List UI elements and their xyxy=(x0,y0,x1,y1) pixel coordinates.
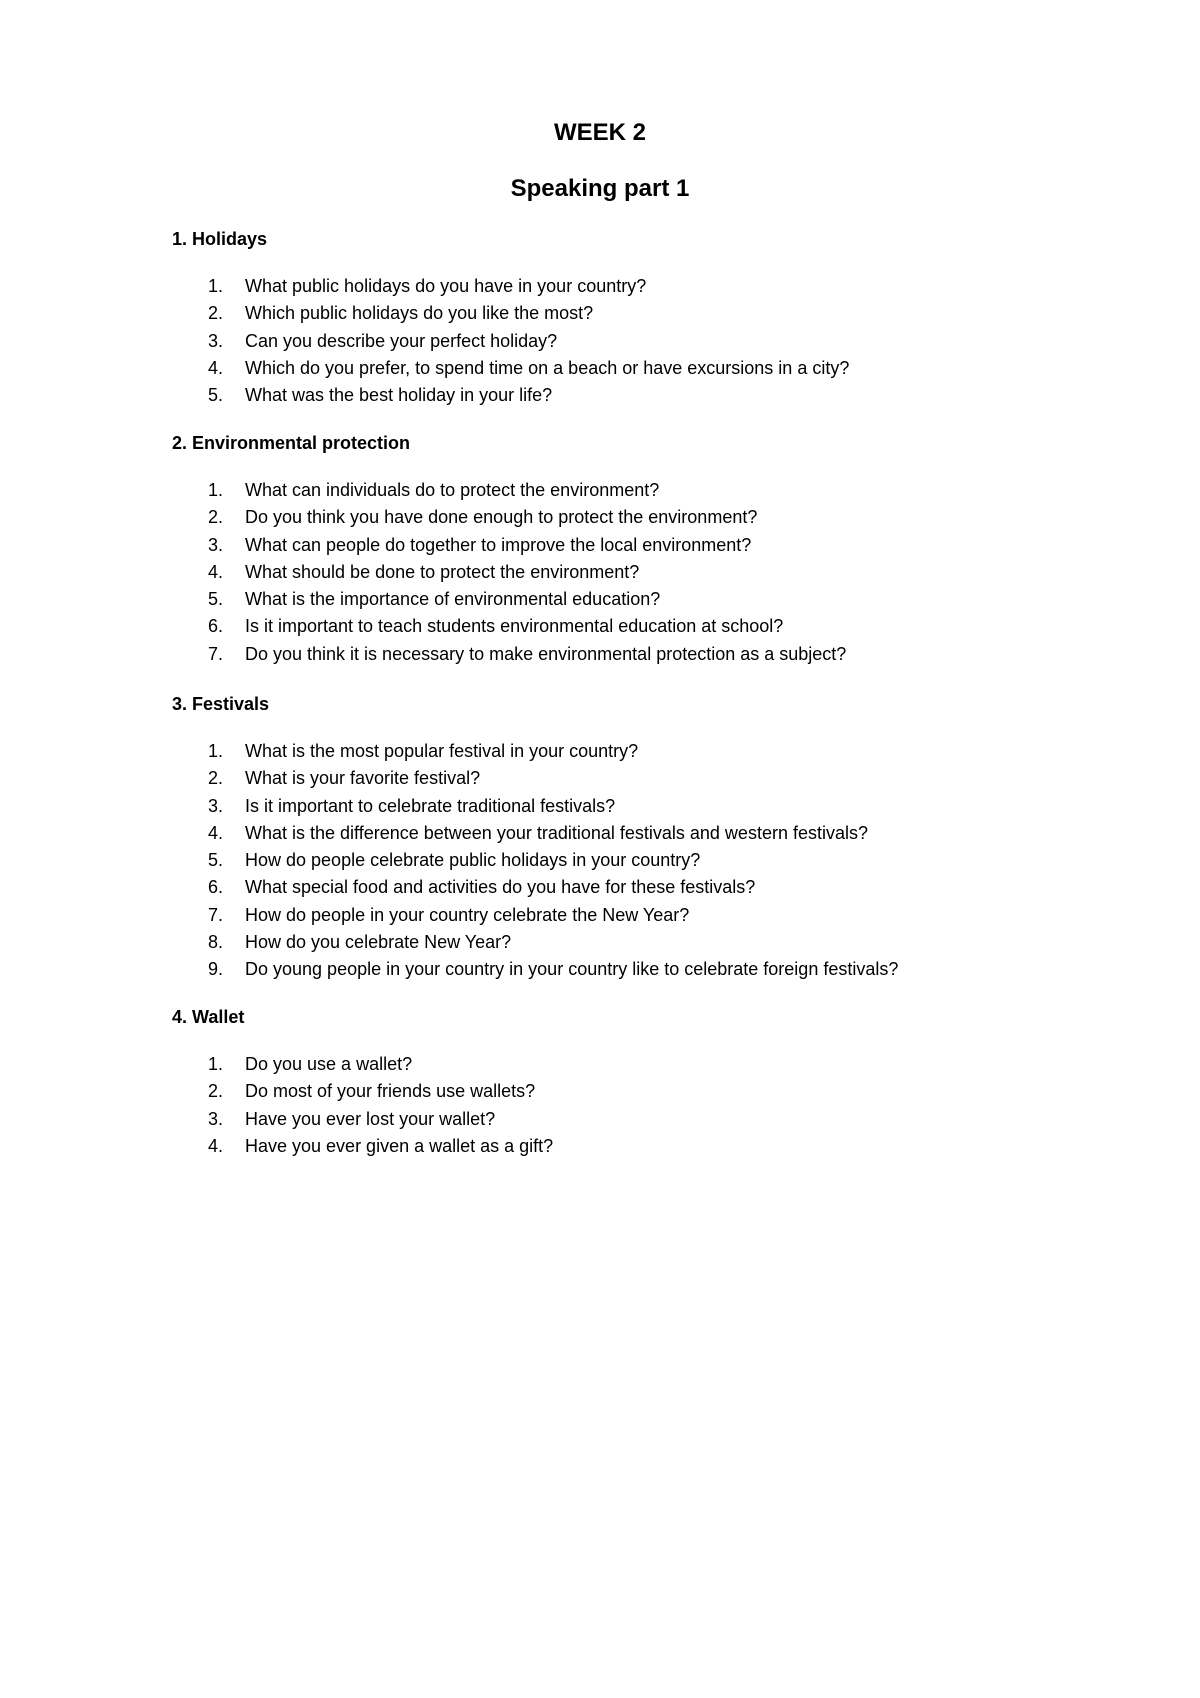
question-text: How do people in your country celebrate the New Year? xyxy=(245,904,690,925)
question-item xyxy=(172,1078,1072,1105)
question-item xyxy=(172,902,1072,929)
question-number: 9. xyxy=(208,959,224,980)
question-text: Do you think it is necessary to make environmental protection as a subject? xyxy=(245,643,847,664)
section-heading: 2. Environmental protection xyxy=(172,433,411,453)
question-number: 4. xyxy=(208,357,224,378)
section-environmental-protection xyxy=(172,431,1072,668)
question-item xyxy=(172,586,1072,613)
question-item xyxy=(172,765,1072,792)
question-text: Is it important to celebrate traditional festivals? xyxy=(245,795,616,816)
question-item xyxy=(172,355,1072,382)
question-item xyxy=(172,874,1072,901)
question-list xyxy=(172,477,1072,668)
question-number: 4. xyxy=(208,1135,224,1156)
question-number: 3. xyxy=(208,795,224,816)
question-text: Do you think you have done enough to protect the environment? xyxy=(245,507,758,528)
question-text: Is it important to teach students environmental education at school? xyxy=(245,616,784,637)
question-number: 2. xyxy=(208,1081,224,1102)
question-text: What can individuals do to protect the environment? xyxy=(245,480,660,500)
question-list xyxy=(172,273,1072,409)
question-item xyxy=(172,1106,1072,1133)
question-number: 3. xyxy=(208,1108,224,1129)
question-number: 2. xyxy=(208,768,224,789)
question-item xyxy=(172,929,1072,956)
section-festivals xyxy=(172,692,1072,984)
question-item xyxy=(172,328,1072,355)
question-text: Have you ever lost your wallet? xyxy=(245,1108,496,1129)
question-list xyxy=(172,1051,1072,1160)
question-item xyxy=(172,956,1072,983)
question-number: 4. xyxy=(208,561,224,582)
question-item xyxy=(172,273,1072,300)
question-number: 1. xyxy=(208,276,224,296)
question-number: 8. xyxy=(208,932,224,953)
question-text: Which public holidays do you like the most? xyxy=(245,303,594,324)
question-number: 5. xyxy=(208,589,224,610)
question-text: Have you ever given a wallet as a gift? xyxy=(245,1135,554,1156)
section-heading: 3. Festivals xyxy=(172,694,270,714)
question-item xyxy=(172,820,1072,847)
question-item xyxy=(172,1133,1072,1160)
question-text: What is the importance of environmental education? xyxy=(245,589,661,610)
section-heading: 4. Wallet xyxy=(172,1007,245,1027)
question-item xyxy=(172,382,1072,409)
section-heading: 1. Holidays xyxy=(172,229,268,249)
question-text: What public holidays do you have in your country? xyxy=(245,276,647,296)
question-number: 1. xyxy=(208,480,224,500)
question-text: What is the most popular festival in your country? xyxy=(245,741,639,761)
question-list xyxy=(172,738,1072,984)
question-text: What is your favorite festival? xyxy=(245,768,481,789)
question-number: 1. xyxy=(208,741,224,761)
question-number: 7. xyxy=(208,643,224,664)
question-text: What was the best holiday in your life? xyxy=(245,385,553,406)
question-text: What can people do together to improve the local environment? xyxy=(245,534,752,555)
question-number: 3. xyxy=(208,534,224,555)
question-number: 6. xyxy=(208,877,224,898)
question-item xyxy=(172,532,1072,559)
question-item xyxy=(172,1051,1072,1078)
question-text: Can you describe your perfect holiday? xyxy=(245,330,558,351)
question-text: How do people celebrate public holidays in your country? xyxy=(245,850,701,871)
question-item xyxy=(172,641,1072,668)
question-number: 6. xyxy=(208,616,224,637)
question-number: 5. xyxy=(208,850,224,871)
section-holidays xyxy=(172,227,1072,409)
question-item xyxy=(172,504,1072,531)
question-item xyxy=(172,300,1072,327)
question-text: How do you celebrate New Year? xyxy=(245,932,512,953)
question-text: Which do you prefer, to spend time on a beach or have excursions in a city? xyxy=(245,357,850,378)
question-number: 2. xyxy=(208,303,224,324)
document-subtitle: Speaking part 1 xyxy=(510,175,690,202)
question-text: Do most of your friends use wallets? xyxy=(245,1081,536,1102)
question-text: Do you use a wallet? xyxy=(245,1054,413,1074)
question-item xyxy=(172,793,1072,820)
document-title: WEEK 2 xyxy=(553,119,646,146)
question-text: Do young people in your country in your country like to celebrate foreign festivals? xyxy=(245,959,899,980)
question-item xyxy=(172,477,1072,504)
question-item xyxy=(172,847,1072,874)
section-wallet xyxy=(172,1005,1072,1160)
question-number: 5. xyxy=(208,385,224,406)
question-text: What special food and activities do you have for these festivals? xyxy=(245,877,756,898)
question-number: 1. xyxy=(208,1054,224,1074)
question-text: What is the difference between your traditional festivals and western festivals? xyxy=(245,822,868,843)
question-number: 3. xyxy=(208,330,224,351)
question-text: What should be done to protect the environment? xyxy=(245,561,640,582)
question-item xyxy=(172,613,1072,640)
question-number: 4. xyxy=(208,822,224,843)
question-number: 7. xyxy=(208,904,224,925)
question-number: 2. xyxy=(208,507,224,528)
question-item xyxy=(172,738,1072,765)
question-item xyxy=(172,559,1072,586)
